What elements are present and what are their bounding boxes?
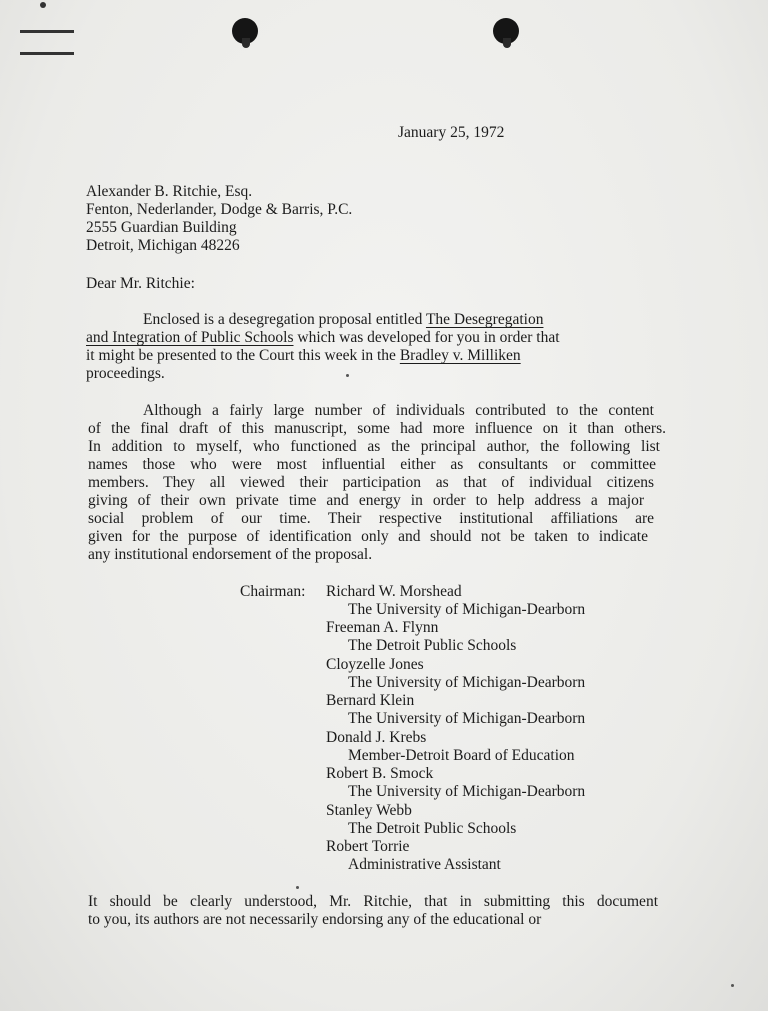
paragraph-2-line: social problem of our time. Their respective institutional affiliations are: [88, 510, 654, 527]
member-name: Robert B. Smock: [326, 765, 434, 782]
punch-hole-right: [493, 18, 519, 44]
paragraph-2-line: of the final draft of this manuscript, some had more influence on it than others.: [88, 420, 666, 437]
member-name: Freeman A. Flynn: [326, 619, 439, 636]
member-name: Richard W. Morshead: [326, 583, 462, 600]
closing-line: It should be clearly understood, Mr. Ritchie, that in submitting this document: [88, 893, 658, 910]
ink-speck: [731, 984, 734, 987]
salutation: Dear Mr. Ritchie:: [86, 275, 195, 292]
recipient-firm: Fenton, Nederlander, Dodge & Barris, P.C.: [86, 201, 353, 218]
paragraph-1-line: [86, 329, 560, 347]
member-affiliation: The Detroit Public Schools: [348, 637, 517, 654]
document-title: and Integration of Public Schools: [86, 329, 294, 346]
paragraph-2-line: Although a fairly large number of individuals contributed to the content: [143, 402, 654, 419]
closing-line: to you, its authors are not necessarily endorsing any of the educational or: [88, 911, 542, 928]
member-affiliation: The University of Michigan-Dearborn: [348, 783, 586, 800]
member-affiliation: The University of Michigan-Dearborn: [348, 674, 586, 691]
paragraph-1-line: [86, 347, 521, 365]
paragraph-1-line: proceedings.: [86, 365, 165, 382]
ink-speck: [296, 886, 299, 889]
member-name: Bernard Klein: [326, 692, 415, 709]
member-name: Donald J. Krebs: [326, 729, 427, 746]
member-affiliation: Member-Detroit Board of Education: [348, 747, 575, 764]
text-run: it might be presented to the Court this week in the: [86, 347, 400, 364]
recipient-city: Detroit, Michigan 48226: [86, 237, 240, 254]
document-title: The Desegregation: [425, 311, 544, 328]
member-name: Robert Torrie: [326, 838, 410, 855]
staple-mark: [20, 26, 74, 58]
member-affiliation: The University of Michigan-Dearborn: [348, 601, 586, 618]
ink-speck: [346, 374, 349, 377]
member-name: Stanley Webb: [326, 802, 412, 819]
chairman-label: Chairman:: [240, 583, 306, 600]
text-run: Enclosed is a desegregation proposal entitled: [143, 311, 426, 328]
punch-hole-left: [232, 18, 258, 44]
case-name: Bradley v. Milliken: [399, 347, 521, 364]
paragraph-2-line: any institutional endorsement of the proposal.: [88, 546, 373, 563]
paragraph-2-line: members. They all viewed their participation as that of individual citizens: [88, 474, 654, 491]
member-affiliation: Administrative Assistant: [348, 856, 501, 873]
paragraph-1-line: [143, 311, 543, 329]
recipient-street: 2555 Guardian Building: [86, 219, 237, 236]
paragraph-2-line: given for the purpose of identification only and should not be taken to indicate: [88, 528, 648, 545]
recipient-name: Alexander B. Ritchie, Esq.: [86, 183, 253, 200]
member-affiliation: The Detroit Public Schools: [348, 820, 517, 837]
member-name: Cloyzelle Jones: [326, 656, 424, 673]
letter-date: January 25, 1972: [398, 124, 505, 141]
text-run: which was developed for you in order that: [293, 329, 560, 346]
paragraph-2-line: giving of their own private time and energy in order to help address a major: [88, 492, 644, 509]
paragraph-2-line: In addition to myself, who functioned as the principal author, the following list: [88, 438, 660, 455]
member-affiliation: The University of Michigan-Dearborn: [348, 710, 586, 727]
paragraph-2-line: names those who were most influential either as consultants or committee: [88, 456, 656, 473]
